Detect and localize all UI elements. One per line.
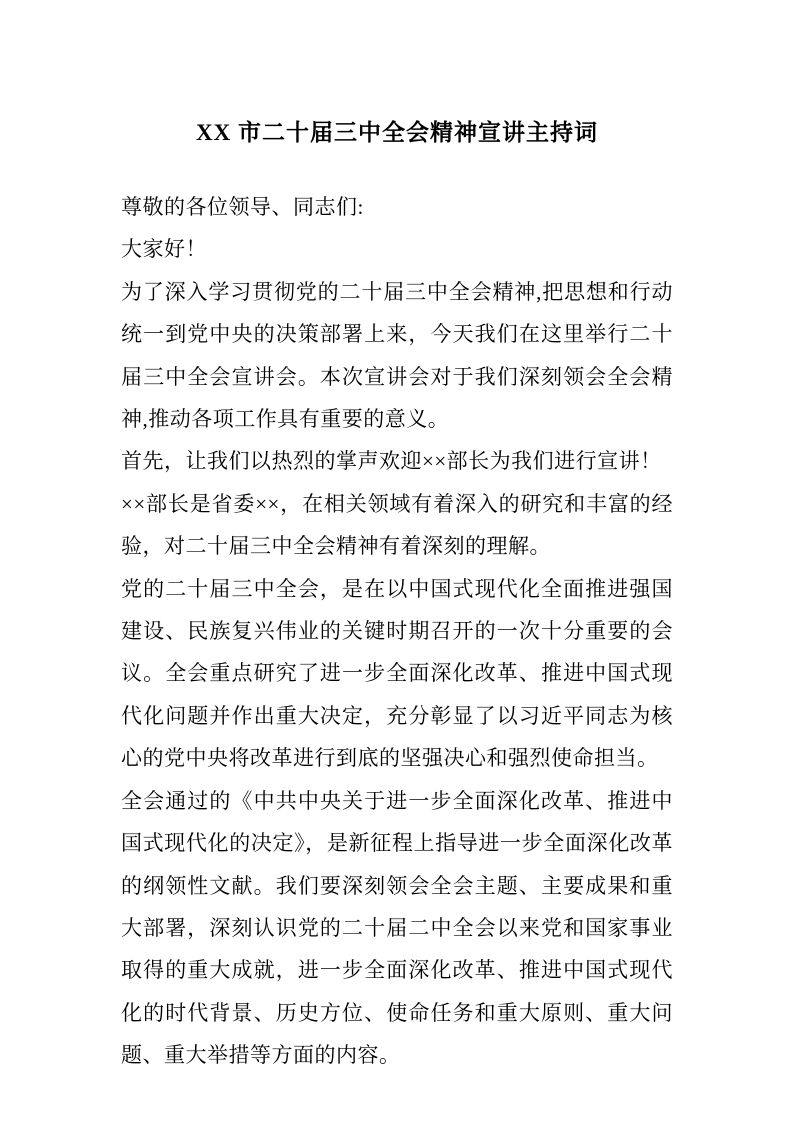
paragraph: 尊敬的各位领导、同志们: (121, 195, 364, 219)
paragraph: 大家好！ (121, 237, 207, 262)
document-body (121, 186, 673, 1077)
paragraph: 为了深入学习贯彻党的二十届三中全会精神,把思想和行动统一到党中央的决策部署上来，今天我们在这里举行二十届三中全会宣讲会。本次宣讲会对于我们深刻领会全会精神,推动各项工作具有重要的意义。 (121, 279, 673, 432)
paragraph: ××部长是省委××，在相关领域有着深入的研究和丰富的经验，对二十届三中全会精神有着深刻的理解。 (121, 491, 673, 559)
paragraph: 党的二十届三中全会，是在以中国式现代化全面推进强国建设、民族复兴伟业的关键时期召开的一次十分重要的会议。全会重点研究了进一步全面深化改革、推进中国式现代化问题并作出重大决定，充分彰显了以习近平同志为核心的党中央将改革进行到底的坚强决心和强烈使命担当。 (121, 576, 673, 771)
paragraph: 全会通过的《中共中央关于进一步全面深化改革、推进中国式现代化的决定》，是新征程上指导进一步全面深化改革的纲领性文献。我们要深刻领会全会主题、主要成果和重大部署，深刻认识党的二十届二中全会以来党和国家事业取得的重大成就，进一步全面深化改革、推进中国式现代化的时代背景、历史方位、使命任务和重大原则、重大问题、重大举措等方面的内容。 (121, 788, 673, 1068)
document-title: XX 市二十届三中全会精神宣讲主持词 (196, 120, 598, 145)
paragraph: 首先，让我们以热烈的掌声欢迎××部长为我们进行宣讲！ (121, 449, 662, 474)
